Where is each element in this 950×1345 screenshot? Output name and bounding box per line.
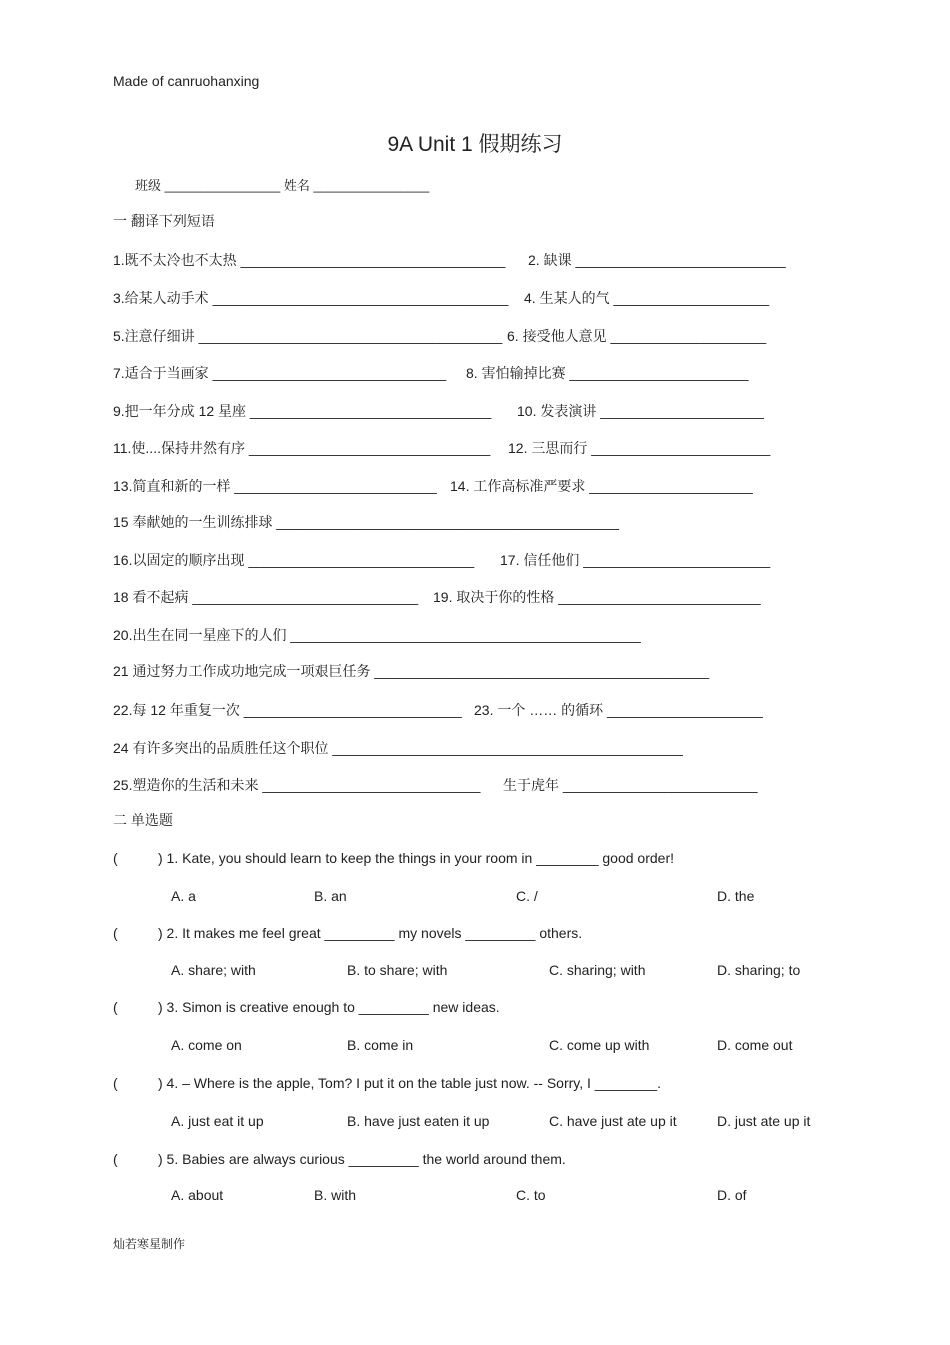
phrase-20: 20.出生在同一星座下的人们 _____________________________________________ (113, 627, 641, 643)
question-4-option-a: A. just eat it up (171, 1113, 264, 1129)
phrase-9: 9.把一年分成 12 星座 _______________________________ (113, 403, 492, 419)
phrase-22: 22.每 12 年重复一次 ____________________________ (113, 702, 462, 718)
phrase-4: 4. 生某人的气 ____________________ (524, 290, 770, 306)
question-1-stem: ) 1. Kate, you should learn to keep the things in your room in ________ good order! (158, 850, 675, 866)
phrase-25: 25.塑造你的生活和未来 ____________________________ (113, 777, 481, 793)
question-2-paren: ( (113, 925, 118, 941)
question-4-option-c: C. have just ate up it (549, 1113, 677, 1129)
section-2-title: 二 单选题 (113, 812, 173, 828)
question-3-paren: ( (113, 999, 118, 1015)
phrase-2: 2. 缺课 ___________________________ (528, 252, 786, 268)
phrase-1: 1.既不太冷也不太热 __________________________________ (113, 252, 506, 268)
page-header: Made of canruohanxing (113, 73, 260, 89)
class-name-line: 班级 ________________ 姓名 ________________ (135, 178, 430, 193)
phrase-12: 12. 三思而行 _______________________ (508, 440, 771, 456)
question-4-paren: ( (113, 1075, 118, 1091)
phrase-21: 21 通过努力工作成功地完成一项艰巨任务 ___________________________________________ (113, 663, 710, 679)
phrase-26: 生于虎年 _________________________ (503, 777, 758, 793)
question-1-paren: ( (113, 850, 118, 866)
question-3-option-c: C. come up with (549, 1037, 650, 1053)
section-1-title: 一 翻译下列短语 (113, 213, 215, 229)
phrase-11: 11.使....保持井然有序 _______________________________ (113, 440, 491, 456)
phrase-16: 16.以固定的顺序出现 _____________________________ (113, 552, 475, 568)
question-5-stem: ) 5. Babies are always curious _________ the world around them. (158, 1151, 566, 1167)
question-3-option-b: B. come in (347, 1037, 414, 1053)
phrase-23: 23. 一个 …… 的循环 ____________________ (474, 702, 763, 718)
question-5-option-c: C. to (516, 1187, 546, 1203)
question-3-option-a: A. come on (171, 1037, 242, 1053)
phrase-18: 18 看不起病 _____________________________ (113, 589, 419, 605)
phrase-24: 24 有许多突出的品质胜任这个职位 _____________________________________________ (113, 740, 683, 756)
question-1-option-b: B. an (314, 888, 347, 904)
question-4-option-d: D. just ate up it (717, 1113, 811, 1129)
question-2-option-a: A. share; with (171, 962, 256, 978)
question-5-option-a: A. about (171, 1187, 224, 1203)
question-4-option-b: B. have just eaten it up (347, 1113, 490, 1129)
phrase-17: 17. 信任他们 ________________________ (500, 552, 771, 568)
phrase-7: 7.适合于当画家 ______________________________ (113, 365, 447, 381)
phrase-6: 6. 接受他人意见 ____________________ (507, 328, 767, 344)
question-2-option-c: C. sharing; with (549, 962, 646, 978)
question-5-paren: ( (113, 1151, 118, 1167)
page-footer: 灿若寒星制作 (113, 1237, 186, 1251)
question-5-option-b: B. with (314, 1187, 357, 1203)
question-2-stem: ) 2. It makes me feel great _________ my novels _________ others. (158, 925, 583, 941)
phrase-10: 10. 发表演讲 _____________________ (517, 403, 764, 419)
question-2-option-d: D. sharing; to (717, 962, 801, 978)
phrase-3: 3.给某人动手术 ______________________________________ (113, 290, 509, 306)
question-5-option-d: D. of (717, 1187, 747, 1203)
question-2-option-b: B. to share; with (347, 962, 448, 978)
question-3-stem: ) 3. Simon is creative enough to _________ new ideas. (158, 999, 500, 1015)
phrase-14: 14. 工作高标准严要求 _____________________ (450, 478, 753, 494)
phrase-15: 15 奉献她的一生训练排球 ____________________________________________ (113, 514, 619, 530)
phrase-5: 5.注意仔细讲 _______________________________________ (113, 328, 503, 344)
question-4-stem: ) 4. – Where is the apple, Tom? I put it on the table just now. -- Sorry, I ________. (158, 1075, 661, 1091)
phrase-13: 13.简直和新的一样 __________________________ (113, 478, 437, 494)
worksheet-title: 9A Unit 1 假期练习 (387, 133, 563, 156)
question-1-option-d: D. the (717, 888, 755, 904)
question-1-option-c: C. / (516, 888, 538, 904)
phrase-19: 19. 取决于你的性格 __________________________ (433, 589, 761, 605)
question-3-option-d: D. come out (717, 1037, 793, 1053)
phrase-8: 8. 害怕输掉比赛 _______________________ (466, 365, 749, 381)
question-1-option-a: A. a (171, 888, 196, 904)
